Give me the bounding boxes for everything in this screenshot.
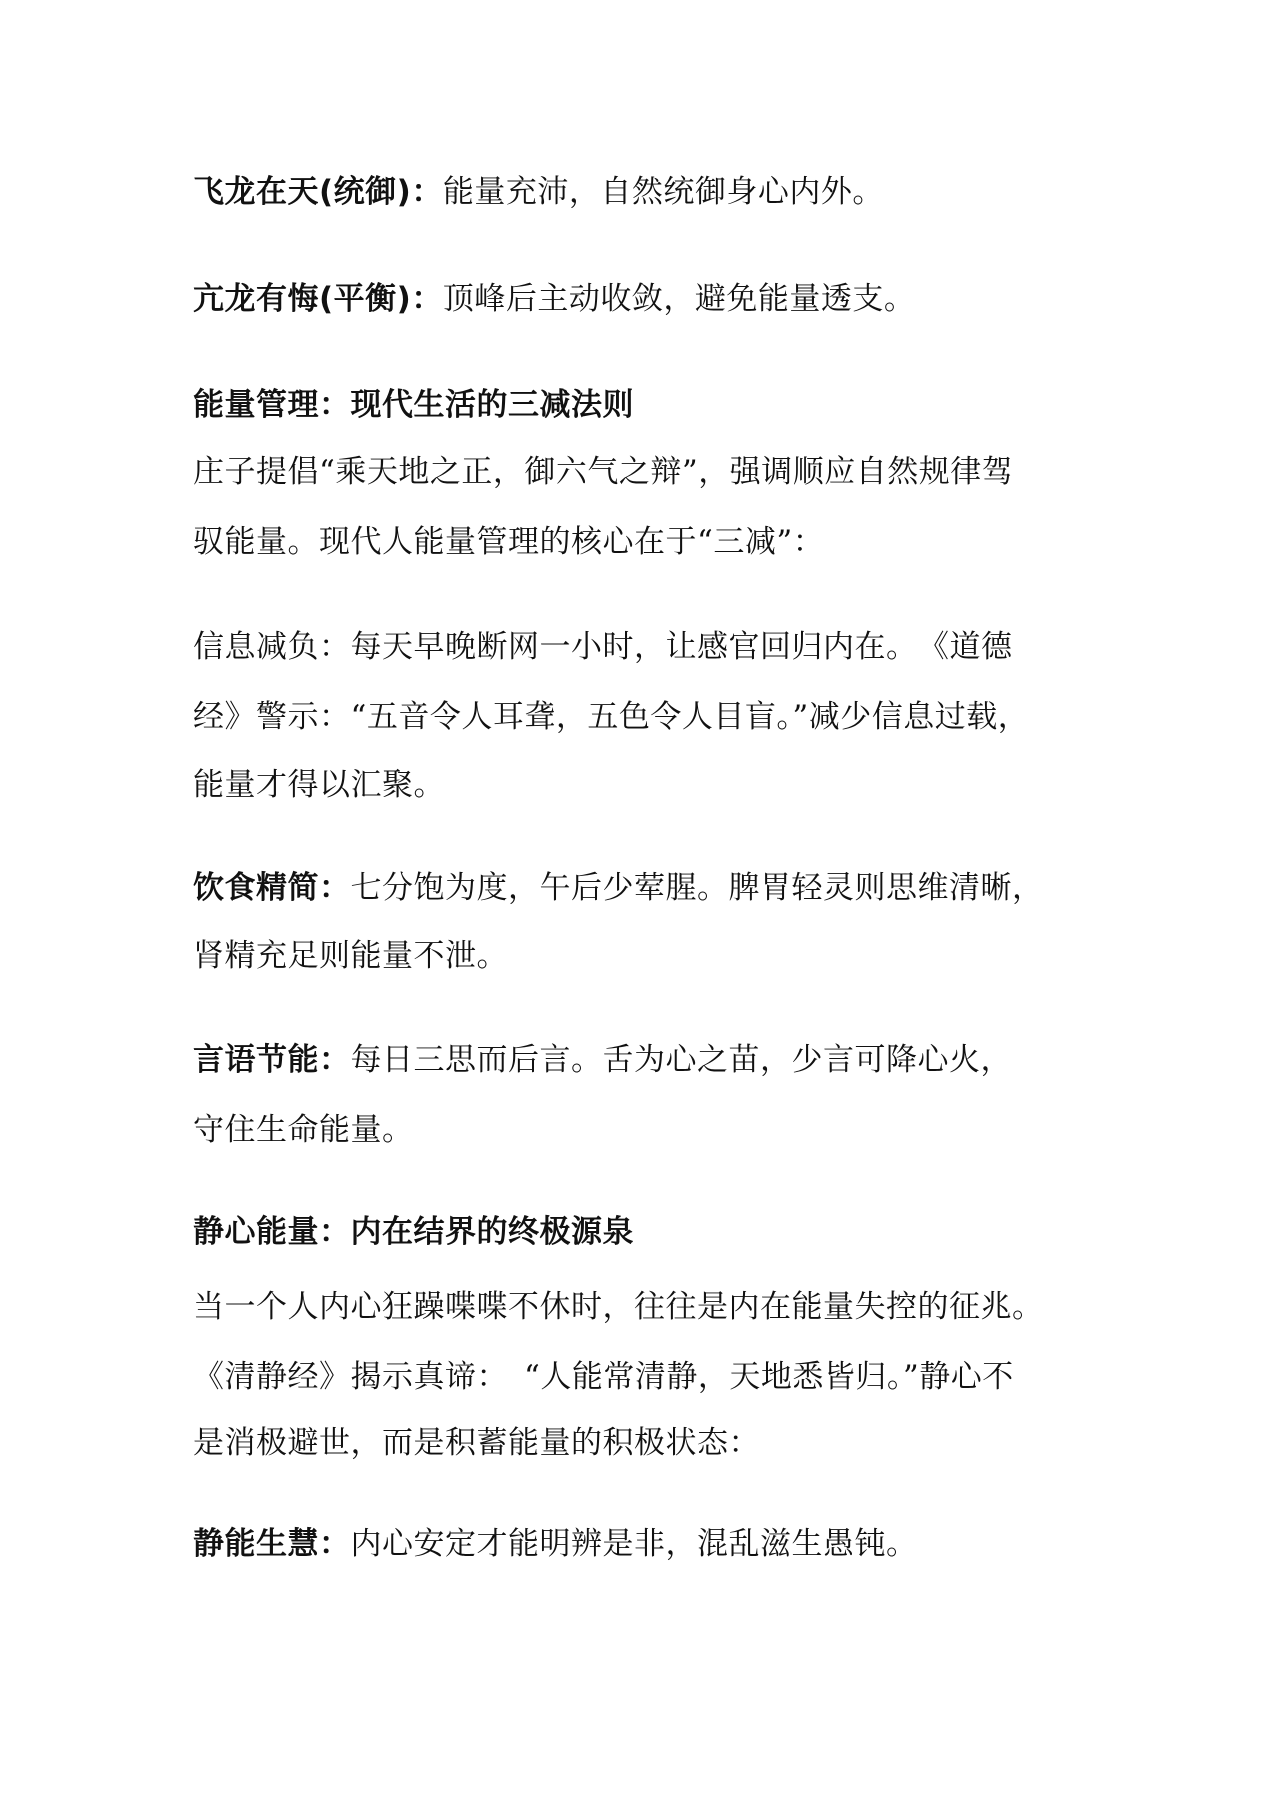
paragraph-diet: [193, 868, 1044, 908]
paragraph-lead: 亢龙有悔(平衡)：: [193, 281, 443, 317]
paragraph-wisdom: [193, 1524, 918, 1564]
paragraph-lead: 言语节能：: [193, 1042, 351, 1078]
paragraph-text: 顶峰后主动收敛，避免能量透支。: [442, 281, 916, 317]
section-heading-calm-energy: 静心能量：内在结界的终极源泉: [193, 1214, 634, 1250]
text-line: 驭能量。现代人能量管理的核心在于“三减”：: [193, 524, 825, 560]
paragraph-feilong: [193, 172, 884, 212]
paragraph-kanglong: [193, 279, 915, 319]
text-line: 能量才得以汇聚。: [193, 767, 445, 803]
paragraph-text: 七分饱为度，午后少荤腥。脾胃轻灵则思维清晰，: [350, 870, 1044, 906]
paragraph-lead: 飞龙在天(统御)：: [193, 174, 443, 210]
paragraph-text: 内心安定才能明辨是非，混乱滋生愚钝。: [350, 1526, 918, 1562]
paragraph-lead: 静能生慧：: [193, 1526, 351, 1562]
text-line: 肾精充足则能量不泄。: [193, 938, 508, 974]
text-line: 经》警示：“五音令人耳聋，五色令人目盲。”减少信息过载，: [193, 699, 1030, 735]
text-line: 守住生命能量。: [193, 1112, 414, 1148]
paragraph-lead: 饮食精简：: [193, 870, 351, 906]
paragraph-text: 能量充沛，自然统御身心内外。: [442, 174, 884, 210]
text-line: 庄子提倡“乘天地之正，御六气之辩”，强调顺应自然规律驾: [193, 454, 1014, 490]
paragraph-text: 每日三思而后言。舌为心之苗，少言可降心火，: [350, 1042, 1012, 1078]
section-heading-energy-management: 能量管理：现代生活的三减法则: [193, 387, 634, 423]
text-line: 是消极避世，而是积蓄能量的积极状态：: [193, 1425, 760, 1461]
paragraph-speech: [193, 1040, 1012, 1080]
text-line: 《清静经》揭示真谛： “人能常清静，天地悉皆归。”静心不: [193, 1359, 1014, 1395]
text-line: 当一个人内心狂躁喋喋不休时，往往是内在能量失控的征兆。: [193, 1289, 1044, 1325]
text-line: 信息减负：每天早晚断网一小时，让感官回归内在。 《道德: [193, 629, 1013, 665]
